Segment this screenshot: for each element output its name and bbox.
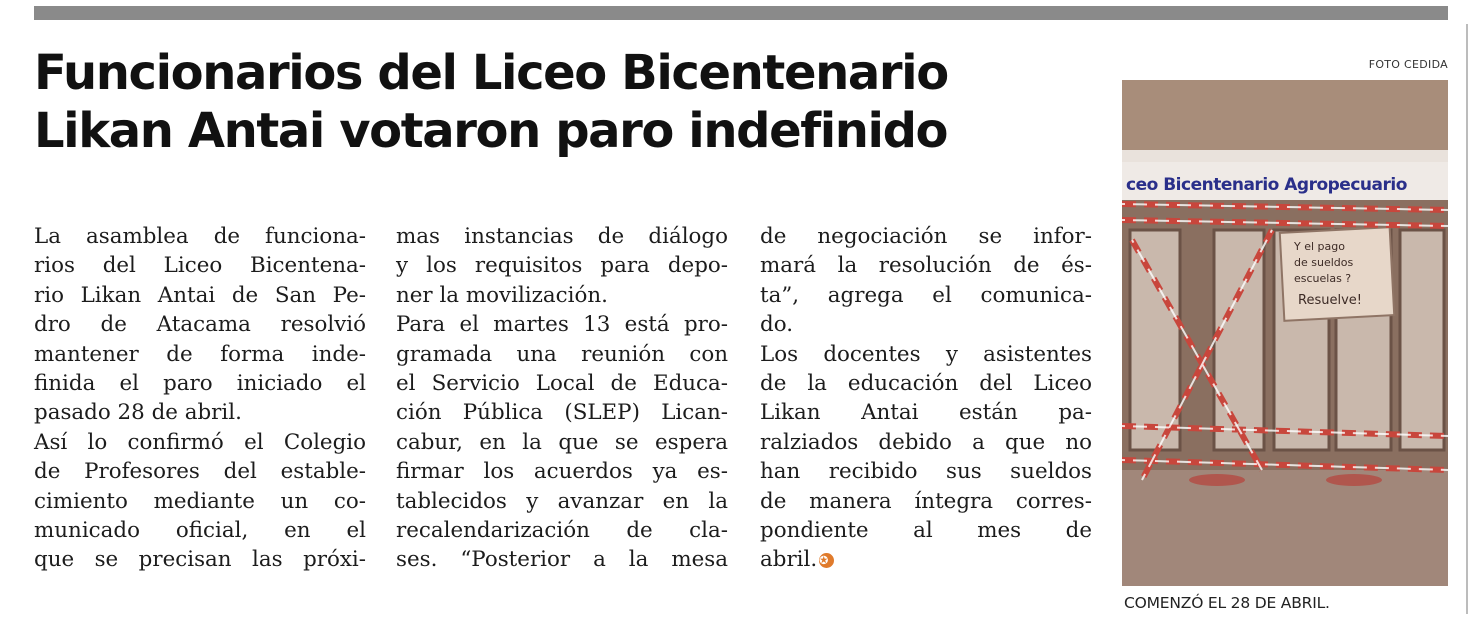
article-column-3 xyxy=(760,222,1092,575)
photo-caption: COMENZÓ EL 28 DE ABRIL. xyxy=(1124,594,1330,612)
column-line: Así lo confirmó el Colegio xyxy=(34,429,366,455)
column-line: pondiente al mes de xyxy=(760,518,1092,544)
column-line: firmar los acuerdos ya es- xyxy=(396,459,728,485)
sign-line: de sueldos xyxy=(1294,256,1354,269)
column-line: dro de Atacama resolvió xyxy=(34,312,366,338)
column-line: el Servicio Local de Educa- xyxy=(396,371,728,397)
sign-line: Resuelve! xyxy=(1298,293,1362,308)
headline-line-2: Likan Antai votaron paro indefinido xyxy=(34,103,948,159)
column-line: ner la movilización. xyxy=(396,282,608,308)
column-line: cimiento mediante un co- xyxy=(34,488,366,514)
column-line: de la educación del Liceo xyxy=(760,371,1092,397)
column-line: mas instancias de diálogo xyxy=(396,224,728,249)
column-line: La asamblea de funciona- xyxy=(34,224,366,249)
column-line: rios del Liceo Bicentena- xyxy=(34,253,366,279)
column-line: do. xyxy=(760,312,793,338)
column-line: han recibido sus sueldos xyxy=(760,459,1092,485)
photo-illustration xyxy=(1122,80,1448,586)
column-line: Likan Antai están pa- xyxy=(760,400,1092,426)
column-line: pasado 28 de abril. xyxy=(34,400,242,426)
ceiling xyxy=(1122,80,1448,160)
column-line: ses. “Posterior a la mesa xyxy=(396,547,728,573)
beam xyxy=(1122,150,1448,162)
photo-credit: FOTO CEDIDA xyxy=(1368,58,1448,71)
column-line-final xyxy=(760,545,1092,574)
column-line: cabur, en la que se espera xyxy=(396,429,728,455)
headline xyxy=(34,44,1074,160)
column-line: ta”, agrega el comunica- xyxy=(760,282,1092,308)
floor xyxy=(1122,470,1448,586)
article-column-2 xyxy=(396,222,728,575)
top-rule xyxy=(34,6,1448,20)
headline-line-1: Funcionarios del Liceo Bicentenario xyxy=(34,45,948,101)
column-line: mantener de forma inde- xyxy=(34,341,366,367)
column-line: recalendarización de cla- xyxy=(396,518,728,544)
column-line: ción Pública (SLEP) Lican- xyxy=(396,400,728,426)
column-line: que se precisan las próxi- xyxy=(34,547,366,573)
column-line: mará la resolución de és- xyxy=(760,253,1092,279)
sign-line: Y el pago xyxy=(1294,240,1345,253)
column-line: municado oficial, en el xyxy=(34,518,366,544)
column-line: tablecidos y avanzar en la xyxy=(396,488,728,514)
article-end-icon: ✪ xyxy=(819,553,834,568)
column-line: Los docentes y asistentes xyxy=(760,341,1092,367)
column-line: de Profesores del estable- xyxy=(34,459,366,485)
right-column-rule xyxy=(1466,24,1468,614)
column-line: Para el martes 13 está pro- xyxy=(396,312,728,338)
article-photo xyxy=(1122,80,1448,586)
column-line: finida el paro iniciado el xyxy=(34,371,366,397)
column-line: gramada una reunión con xyxy=(396,341,728,367)
banner-text: ceo Bicentenario Agropecuario xyxy=(1126,175,1407,195)
article-column-1 xyxy=(34,222,366,575)
column-line: de negociación se infor- xyxy=(760,224,1092,249)
floor-mark xyxy=(1189,474,1245,486)
column-line: rio Likan Antai de San Pe- xyxy=(34,282,366,308)
column-line: y los requisitos para depo- xyxy=(396,253,728,279)
floor-mark xyxy=(1326,474,1382,486)
column-line-final-text: abril. xyxy=(760,547,818,573)
column-line: de manera íntegra corres- xyxy=(760,488,1092,514)
sign-line: escuelas ? xyxy=(1294,272,1352,285)
column-line: ralziados debido a que no xyxy=(760,429,1092,455)
